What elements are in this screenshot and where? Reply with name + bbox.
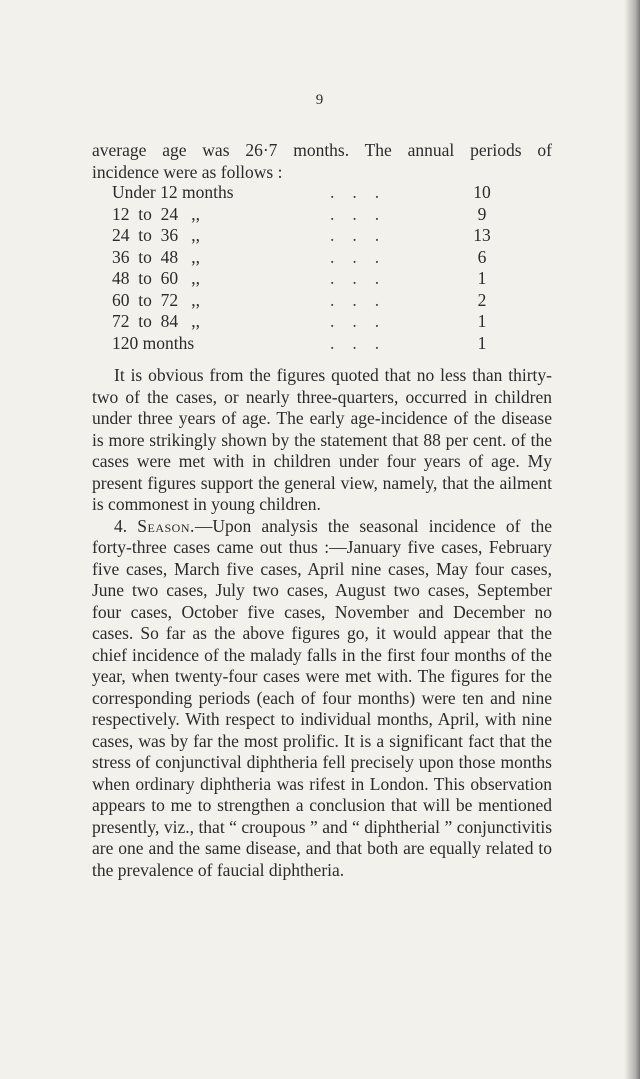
- page-number: 9: [315, 92, 325, 108]
- table-row: [112, 247, 496, 269]
- section-heading: Season.: [137, 515, 195, 536]
- leader-dots: ...: [330, 182, 398, 202]
- leader-dots: ...: [330, 289, 398, 310]
- intro-text: [92, 140, 552, 183]
- paragraph-season: [92, 516, 552, 882]
- paragraph-age-incidence: It is obvious from the figures quoted that no less than thirty-two of the cases, or nearly three-quarters, occurred in children under three years of age. The early age-incidence of the disease is more strikingly shown by the statement that 88 per cent. of the cases were met with in children under four years of age. My present figures support the general view, namely, that the ailment is commonest in young children.: [92, 365, 552, 514]
- age-incidence-table: [112, 182, 496, 354]
- leader-dots: ...: [330, 268, 398, 288]
- age-range-label: 60 to 72 ,,: [112, 289, 200, 310]
- leader-dots: ...: [330, 225, 398, 245]
- leader-dots: ...: [330, 246, 398, 267]
- case-count: 1: [477, 268, 487, 288]
- age-range-label: 36 to 48 ,,: [112, 246, 200, 267]
- age-range-label: 120 months: [112, 332, 195, 353]
- page-edge-shadow: [624, 0, 640, 1079]
- table-row: [112, 225, 496, 247]
- age-range-label: Under 12 months: [112, 182, 234, 202]
- body-text: [92, 365, 552, 881]
- table-row: [112, 268, 496, 290]
- table-row: [112, 204, 496, 226]
- section-text: —Upon analysis the seasonal incidence of the forty-three cases came out thus :—January five cases, February five cases, March five cases, April nine cases, May four cases, June two cases, July two cases, August two cases, September four cases, October five cases, November and December no cases. So far as the above figures go, it would appear that the chief incidence of the malady falls in the first four months of the year, when twenty-four cases were met with. The figures for the corresponding periods (each of four months) were ten and nine respectively. With respect to individual months, April, with nine cases, was by far the most prolific. It is a significant fact that the stress of conjunctival diphtheria fell precisely upon those months when ordinary diphtheria was rifest in London. This observation appears to me to strengthen a conclusion that will be mentioned presently, viz., that “ croupous ” and “ diphtherial ” conjunctivitis are one and the same disease, and that both are equally related to the prevalence of faucial diphtheria.: [92, 515, 553, 880]
- table-row: [112, 333, 496, 355]
- table-row: [112, 290, 496, 312]
- case-count: 1: [477, 332, 487, 353]
- case-count: 13: [473, 225, 491, 245]
- leader-dots: ...: [330, 311, 398, 331]
- leader-dots: ...: [330, 203, 398, 224]
- case-count: 9: [477, 203, 487, 224]
- intro-line-2: incidence were as follows :: [92, 161, 283, 182]
- intro-line-1: average age was 26·7 months. The annual periods of: [92, 140, 552, 160]
- table-row: [112, 182, 496, 204]
- age-range-label: 12 to 24 ,,: [112, 203, 200, 224]
- case-count: 2: [477, 289, 487, 310]
- age-range-label: 72 to 84 ,,: [112, 311, 200, 331]
- leader-dots: ...: [330, 332, 398, 353]
- section-number: 4.: [114, 515, 128, 536]
- case-count: 1: [477, 311, 487, 331]
- age-range-label: 48 to 60 ,,: [112, 268, 200, 288]
- table-row: [112, 311, 496, 333]
- case-count: 6: [477, 246, 487, 267]
- age-range-label: 24 to 36 ,,: [112, 225, 200, 245]
- case-count: 10: [473, 182, 491, 202]
